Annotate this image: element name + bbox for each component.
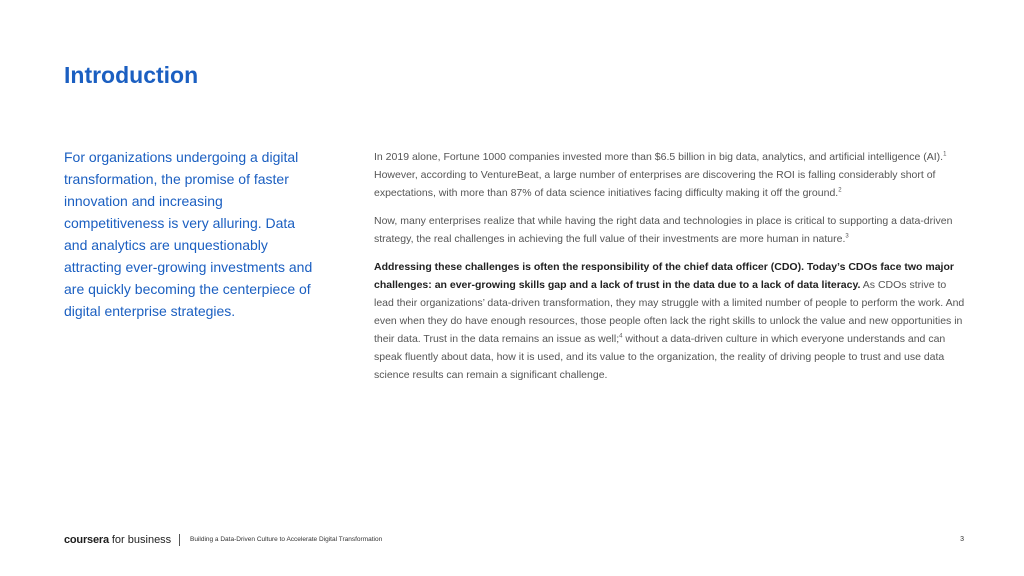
footnote-ref-3: 3 [845,233,849,240]
body-p3-bold-text: Addressing these challenges is often the responsibility of the chief data officer (CDO). Today’s CDOs face two major challenges: an ever-growing skills gap and a lack of trust in the data due to a lack of data literacy. [374,261,954,291]
body-p3-text-a: As CDOs strive to lead their organizations’ data-driven transformation, they may struggle with a limited number of people to perform the work. And even when they do have enough resources, those people often lack the right skills to unlock the value and new opportunities in their data. Trust in the data remains an issue as well; [374,279,965,345]
body-p3-text-b: without a data-driven culture in which everyone understands and can speak fluently about data, how it is used, and its value to the organization, the reality of driving people to trust and use data science results can remain a significant challenge. [374,333,946,381]
footer-document-title: Building a Data-Driven Culture to Accelerate Digital Transformation [190,536,383,543]
footnote-ref-1: 1 [943,151,947,158]
body-paragraph-2 [374,212,966,248]
coursera-for-business-logo [64,532,171,548]
body-p2-text: Now, many enterprises realize that while having the right data and technologies in place is critical to supporting a data-driven strategy, the real challenges in achieving the full value of their investments are more human in nature. [374,215,953,245]
footer-divider [179,534,180,546]
body-paragraph-1 [374,148,966,202]
body-column [374,148,966,394]
page-footer [64,532,964,548]
body-p1-text-a: In 2019 alone, Fortune 1000 companies invested more than $6.5 billion in big data, analytics, and artificial intelligence (AI). [374,151,944,163]
lead-paragraph: For organizations undergoing a digital transformation, the promise of faster innovation and increasing competitiveness is very alluring. Data and analytics are unquestionably attracting ever-growing investments and are quickly becoming the centerpiece of digital enterprise strategies. [64,149,313,319]
page-title: Introduction [64,62,199,88]
logo-brand-text: coursera [64,534,109,546]
body-p1-text-b: However, according to VentureBeat, a large number of enterprises are discovering the ROI is falling considerably short of expectations, with more than 87% of data science initiatives facing difficulty making it off the ground. [374,169,936,199]
footnote-ref-2: 2 [838,187,842,194]
body-paragraph-3 [374,258,966,384]
logo-suffix-text: for business [111,534,172,546]
page-number: 3 [960,536,964,543]
footnote-ref-4: 4 [619,333,623,340]
